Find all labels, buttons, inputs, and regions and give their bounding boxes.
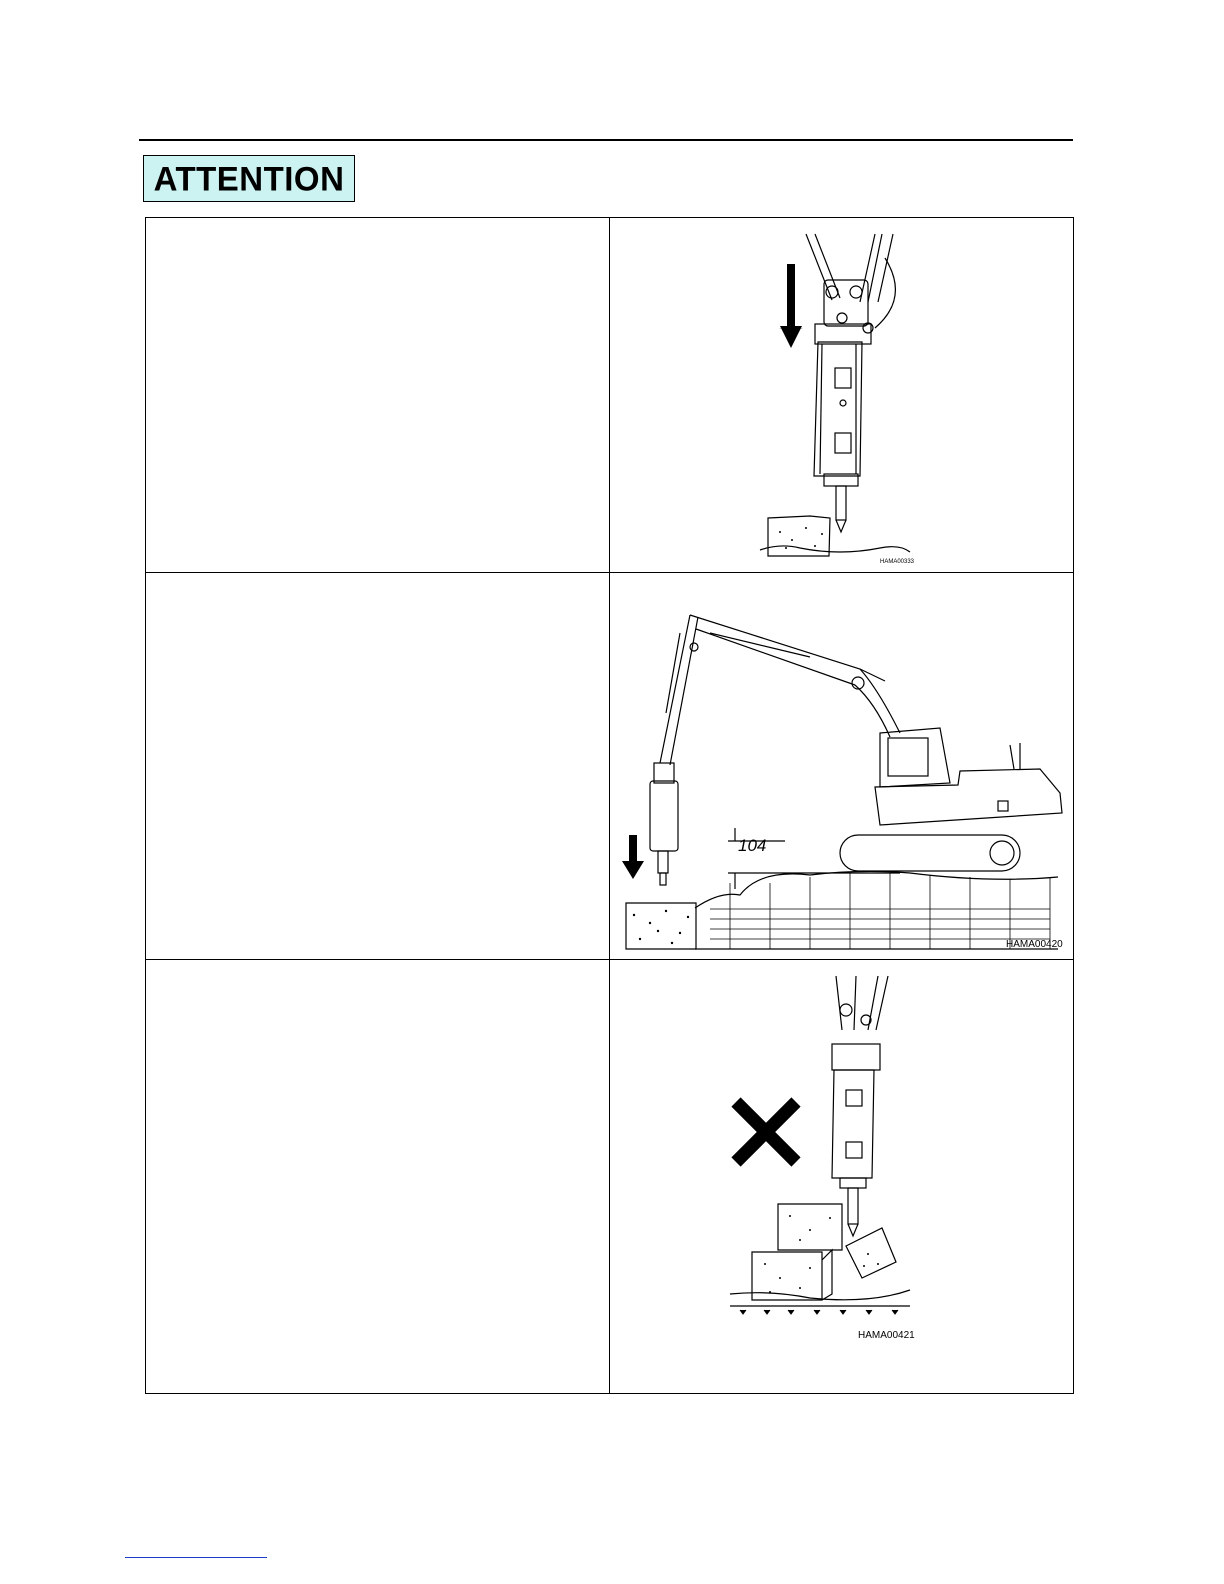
attention-label-box — [143, 155, 355, 202]
attention-label: ATTENTION — [153, 158, 345, 198]
figure-2-code: HAMA00420 — [1006, 939, 1063, 950]
row-2-text-cell — [146, 573, 609, 959]
footer-link-rule — [125, 1557, 267, 1558]
figure-3-code: HAMA00421 — [858, 1330, 915, 1341]
row-1-figure-cell — [610, 218, 1073, 572]
row-1-text-cell — [146, 218, 609, 572]
top-rule — [139, 139, 1073, 141]
figure-excavator-breaker — [610, 573, 1073, 959]
instruction-table — [145, 217, 1074, 1394]
row-3-figure-cell — [610, 960, 1073, 1393]
row-3-text-cell — [146, 960, 609, 1393]
prohibited-cross-icon — [736, 1102, 796, 1162]
dimension-label: 104 — [738, 836, 767, 855]
figure-breaker-stacked-blocks — [610, 960, 1073, 1393]
row-2-figure-cell — [610, 573, 1073, 959]
figure-1-code: HAMA00333 — [880, 559, 915, 565]
figure-breaker-vertical — [610, 218, 1073, 572]
